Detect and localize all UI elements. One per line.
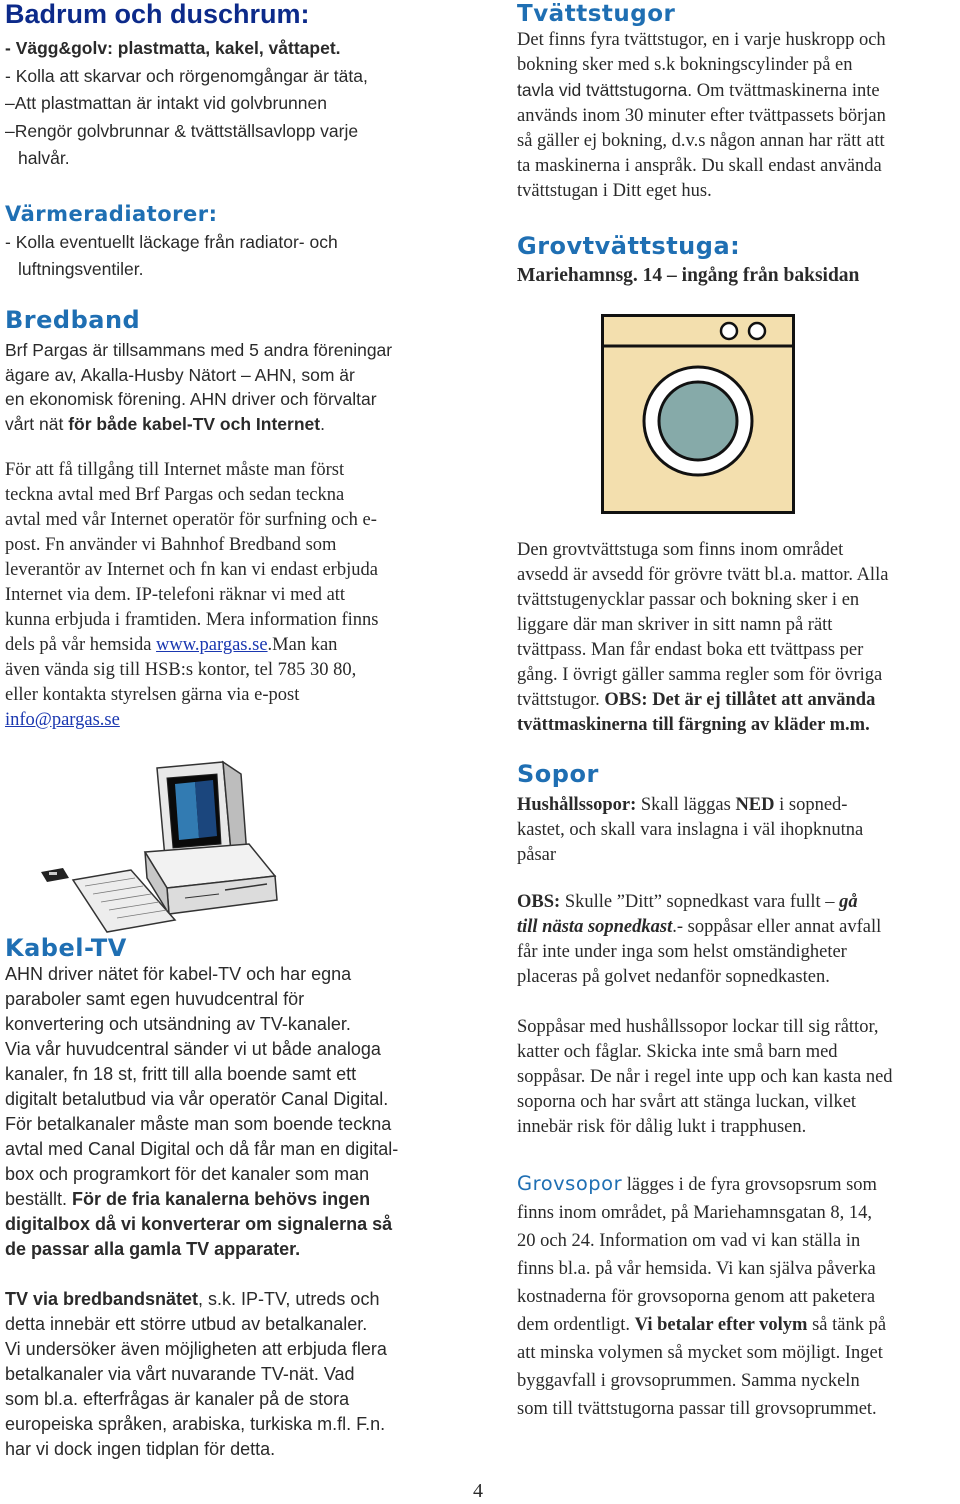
household-garbage: Hushållssopor: Skall läggas NED i sopned- kastet, och skall vara inslagna i väl ihopknutna påsar bbox=[517, 795, 864, 865]
radiators-line-2: luftningsventiler. bbox=[18, 258, 144, 279]
heavy-laundry-heading: Grovtvättstuga: bbox=[517, 232, 741, 260]
email-link[interactable]: info@pargas.se bbox=[5, 710, 120, 730]
bathroom-line-2: - Kolla att skarvar och rörgenomgångar är täta, bbox=[5, 65, 368, 86]
section-cable-tv bbox=[5, 934, 475, 1462]
bathroom-line-3: –Att plastmattan är intakt vid golvbrunnen bbox=[5, 93, 327, 113]
laundry-body: Det finns fyra tvättstugor, en i varje huskropp och bokning sker med s.k bokningscylinder på en tavla vid tvättstugorna. Om tvättmaskinerna inte används inom 30 minuter efter tvättpassets början så gäller ej bokning, d.v.s någon annan har rätt att ta maskinerna i anspråk. Du skall endast använda tvättstugan i Ditt eget hus. bbox=[517, 30, 886, 201]
broadband-body: För att få tillgång till Internet måste man först teckna avtal med Brf Pargas och sedan teckna avtal med vår Internet operatör för surfning och e- post. Fn använder vi Bahnhof Bredband som leverantör av Internet och fn kan vi endast erbjuda Internet via dem. IP-telefoni räknar vi med att kunna erbjuda i framtiden. Mera information finns dels på vår hemsida www.pargas.se.Man kan även vända sig till HSB:s kontor, tel 785 30 80, eller kontakta styrelsen gärna via e-post info@pargas.se bbox=[5, 460, 379, 730]
cable-tv-body: AHN driver nätet för kabel-TV och har egna paraboler samt egen huvudcentral för konvertering och utsändning av TV-kanaler. Via vår huvudcentral sänder vi ut både analoga kanaler, fn 18 st, fritt till alla boende samt ett digitalt betalutbud via vår operatör Canal Digital. För betalkanaler måste man som boende teckna avtal med Canal Digital och då får man en digital- box och programkort för det kanaler som man beställt. För de fria kanalerna behövs ingen digitalbox då vi konverterar om signalerna så de passar alla gamla TV apparater. bbox=[5, 964, 399, 1259]
bathroom-line-1: - Vägg&golv: plastmatta, kakel, våttapet. bbox=[5, 38, 341, 58]
bathroom-line-5: halvår. bbox=[18, 148, 70, 168]
broadband-intro: Brf Pargas är tillsammans med 5 andra föreningar ägare av, Akalla-Husby Nätort – AHN, som är en ekonomisk förening. AHN driver och förvaltar vårt nät för både kabel-TV och Internet. bbox=[5, 340, 393, 434]
bathroom-heading: Badrum och duschrum: bbox=[5, 0, 310, 29]
laundry-heading: Tvättstugor bbox=[517, 1, 676, 27]
section-broadband bbox=[5, 306, 475, 733]
section-bathroom bbox=[5, 0, 475, 171]
garbage-obs: OBS: Skulle ”Ditt” sopnedkast vara fullt – gå till nästa sopnedkast.- soppåsar eller annat avfall får inte under inga som helst omständigheter placeras på golvet nedanför sopnedkasten. bbox=[517, 892, 882, 987]
heavy-laundry-address: Mariehamnsg. 14 – ingång från baksidan bbox=[517, 265, 860, 286]
obs-label: OBS bbox=[604, 690, 642, 710]
website-link[interactable]: www.pargas.se bbox=[156, 635, 268, 655]
computer-icon bbox=[35, 760, 295, 935]
cable-tv-heading: Kabel-TV bbox=[5, 934, 127, 962]
section-garbage bbox=[517, 760, 957, 1423]
section-heavy-laundry bbox=[517, 232, 957, 288]
garbage-rats: Soppåsar med hushållssopor lockar till sig råttor, katter och fåglar. Skicka inte små barn med soppåsar. De når i regel inte upp och kan kasta ned soporna och har svårt att stänga luckan, vilket innebär risk för dålig lukt i trapphusen. bbox=[517, 1017, 893, 1137]
broadband-heading: Bredband bbox=[5, 306, 141, 334]
section-laundry bbox=[517, 0, 957, 204]
radiators-line-1: - Kolla eventuellt läckage från radiator- och bbox=[5, 232, 338, 252]
dash-glyph: – bbox=[5, 120, 15, 141]
radiators-heading: Värmeradiatorer: bbox=[5, 202, 218, 226]
bulky-waste: Grovsopor lägges i de fyra grovsopsrum som finns inom området, på Mariehamnsgatan 8, 14, 20 och 24. Information om vad vi kan ställa in finns bl.a. på vår hemsida. Vi kan själva påverka kostnaderna för grovsoporna genom att paketera dem ordentligt. Vi betalar efter volym så tänk på att minska volymen så mycket som möjligt. Inget byggavfall i grovsoprummen. Samma nyckeln som till tvättstugorna passar till grovsoprummet. bbox=[517, 1172, 887, 1419]
iptv-body: TV via bredbandsnätet, s.k. IP-TV, utreds och detta innebär ett större utbud av betalkanaler. Vi undersöker även möjligheten att erbjuda flera betalkanaler via vårt nuvarande TV-nät. Vad som bl.a. efterfrågas är kanaler på de stora europeiska språken, arabiska, turkiska m.fl. F.n. har vi dock ingen tidplan för detta. bbox=[5, 1289, 387, 1459]
section-radiators bbox=[5, 200, 475, 281]
heavy-laundry-body: Den grovtvättstuga som finns inom området avsedd är avsedd för grövre tvätt bl.a. mattor. Alla tvättstugenycklar passar och bokning sker i en liggare där man skriver in sitt namn på rätt tvättpass. Man får endast boka ett tvättpass per gång. I övrigt gäller samma regler som för övriga tvättstugor. OBS: Det är ej tillåtet att använda tvättmaskinerna till färgning av kläder m.m. bbox=[517, 540, 889, 735]
washing-machine-icon bbox=[601, 314, 795, 514]
garbage-heading: Sopor bbox=[517, 760, 599, 788]
dash-glyph: – bbox=[5, 93, 15, 113]
page-number: 4 bbox=[473, 1480, 483, 1502]
bathroom-line-4: –Rengör golvbrunnar & tvättställsavlopp varje bbox=[5, 120, 359, 141]
